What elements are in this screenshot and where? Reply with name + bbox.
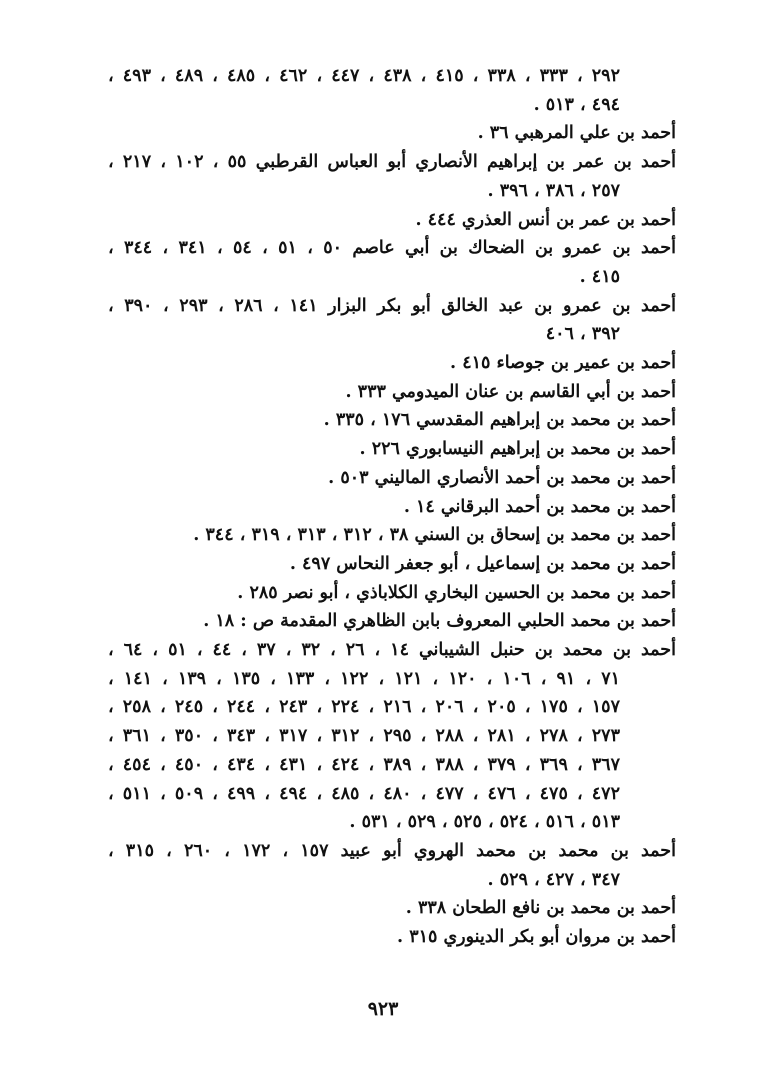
index-line: أحمد بن محمد بن حنبل الشيباني ١٤ ، ٢٦ ، ٣٢ ، ٣٧ ، ٤٤ ، ٥١ ، ٦٤ ، — [108, 640, 676, 661]
index-line: ٧١ ، ٩١ ، ١٠٦ ، ١٢٠ ، ١٢١ ، ١٢٢ ، ١٣٣ ، ١٣٥ ، ١٣٩ ، ١٤١ ، — [108, 668, 621, 689]
index-line: أحمد بن محمد بن إبراهيم النيسابوري ٢٢٦ . — [359, 439, 676, 460]
index-line: ٢٥٧ ، ٣٨٦ ، ٣٩٦ . — [487, 180, 620, 201]
index-line: أحمد بن مروان أبو بكر الدينوري ٣١٥ . — [397, 927, 676, 948]
index-line: أحمد بن محمد بن أحمد الأنصاري المالیني ٥٠٣ . — [328, 467, 676, 488]
index-line: أحمد بن محمد بن إسحاق بن السني ٣٨ ، ٣١٢ ، ٣١٣ ، ٣١٩ ، ٣٤٤ . — [193, 525, 676, 546]
index-entries — [108, 62, 676, 952]
index-line: ٤١٥ . — [579, 266, 620, 287]
index-line: أحمد بن محمد بن الحسين البخاري الكلاباذي ، أبو نصر ٢٨٥ . — [237, 582, 676, 603]
index-line: أحمد بن علي المرهبي ٣٦ . — [477, 123, 676, 144]
page-number: ٩٢٣ — [367, 998, 399, 1020]
index-line: ١٥٧ ، ١٧٥ ، ٢٠٥ ، ٢٠٦ ، ٢١٦ ، ٢٢٤ ، ٢٤٣ ، ٢٤٤ ، ٢٤٥ ، ٢٥٨ ، — [108, 697, 620, 718]
index-line: أحمد بن محمد بن إبراهيم المقدسي ١٧٦ ، ٣٣٥ . — [323, 410, 676, 431]
index-line: أحمد بن محمد الحلبي المعروف بابن الظاهري المقدمة ص : ١٨ . — [203, 611, 676, 632]
index-line: أحمد بن محمد بن إسماعيل ، أبو جعفر النحاس ٤٩٧ . — [289, 553, 676, 574]
index-line: أحمد بن محمد بن أحمد البرقاني ١٤ . — [403, 496, 676, 517]
index-line: أحمد بن عمير بن جوصاء ٤١٥ . — [450, 353, 676, 374]
index-line: أحمد بن عمرو بن الضحاك بن أبي عاصم ٥٠ ، ٥١ ، ٥٤ ، ٣٤١ ، ٣٤٤ ، — [108, 238, 676, 259]
index-line: ٤٧٢ ، ٤٧٥ ، ٤٧٦ ، ٤٧٧ ، ٤٨٠ ، ٤٨٥ ، ٤٩٤ ، ٤٩٩ ، ٥٠٩ ، ٥١١ ، — [108, 783, 620, 804]
index-line: أحمد بن عمر بن أنس العذري ٤٤٤ . — [415, 209, 676, 230]
index-line: أحمد بن أبي القاسم بن عنان الميدومي ٣٣٣ . — [345, 381, 676, 402]
index-line: أحمد بن محمد بن محمد الهروي أبو عبيد ١٥٧ ، ١٧٢ ، ٢٦٠ ، ٣١٥ ، — [108, 840, 676, 861]
index-line: أحمد بن عمرو بن عبد الخالق أبو بكر البزار ١٤١ ، ٢٨٦ ، ٢٩٣ ، ٣٩٠ ، — [108, 295, 677, 316]
index-line: أحمد بن عمر بن إبراهيم الأنصاري أبو العباس القرطبي ٥٥ ، ١٠٢ ، ٢١٧ ، — [108, 152, 676, 173]
index-line: ٣٦٧ ، ٣٦٩ ، ٣٧٩ ، ٣٨٨ ، ٣٨٩ ، ٤٢٤ ، ٤٣١ ، ٤٣٤ ، ٤٥٠ ، ٤٥٤ ، — [108, 754, 620, 775]
index-line: ٢٧٣ ، ٢٧٨ ، ٢٨١ ، ٢٨٨ ، ٢٩٥ ، ٣١٢ ، ٣١٧ ، ٣٤٣ ، ٣٥٠ ، ٣٦١ ، — [108, 726, 620, 747]
index-line: ٢٩٢ ، ٣٣٣ ، ٣٣٨ ، ٤١٥ ، ٤٣٨ ، ٤٤٧ ، ٤٦٢ ، ٤٨٥ ، ٤٨٩ ، ٤٩٣ ، — [108, 66, 620, 86]
index-line: ٥١٣ ، ٥١٦ ، ٥٢٤ ، ٥٢٥ ، ٥٢٩ ، ٥٣١ . — [349, 812, 620, 833]
index-line: ٣٤٧ ، ٤٢٧ ، ٥٢٩ . — [487, 869, 620, 890]
index-line: أحمد بن محمد بن نافع الطحان ٣٣٨ . — [405, 898, 676, 919]
index-line: ٣٩٢ ، ٤٠٦ — [545, 324, 620, 345]
index-line: ٤٩٤ ، ٥١٣ . — [533, 94, 620, 115]
